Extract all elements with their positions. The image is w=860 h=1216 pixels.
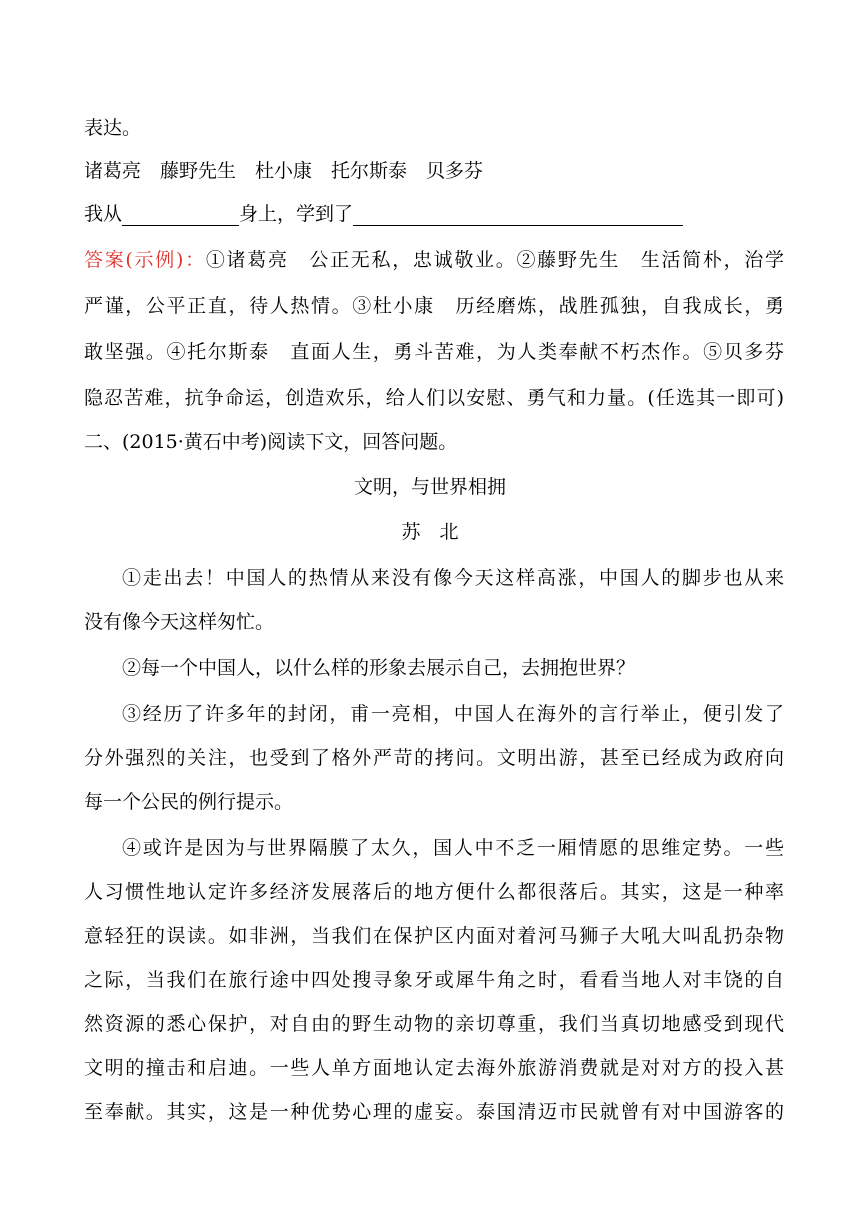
paragraph-line: ②每一个中国人，以什么样的形象去展示自己，去拥抱世界？ (122, 657, 636, 679)
paragraph-line: ④或许是因为与世界隔膜了太久，国人中不乏一厢情愿的思维定势。一些 (122, 837, 784, 859)
answer-line: 敢坚强。④托尔斯泰 直面人生，勇斗苦难，为人类奉献不朽杰作。⑤贝多芬 (84, 341, 784, 363)
answer-line: 严谨，公平正直，待人热情。③杜小康 历经磨炼，战胜孤独，自我成长，勇 (84, 295, 784, 317)
paragraph-line: 至奉献。其实，这是一种优势心理的虚妄。泰国清迈市民就曾有对中国游客的 (84, 1101, 784, 1123)
paragraph-line: 人习惯性地认定许多经济发展落后的地方便什么都很落后。其实，这是一种率 (84, 881, 784, 903)
article-author: 苏 北 (401, 521, 459, 543)
blank-learned-field[interactable] (353, 203, 683, 226)
name-list-line: 诸葛亮 藤野先生 杜小康 托尔斯泰 贝多芬 (84, 160, 484, 182)
article-title: 文明，与世界相拥 (353, 476, 506, 498)
paragraph-line: 意轻狂的误读。如非洲，当我们在保护区内面对着河马狮子大吼大叫乱扔杂物 (84, 925, 784, 947)
answer-line (84, 248, 784, 272)
paragraph-line: 之际，当我们在旅行途中四处搜寻象牙或犀牛角之时，看看当地人对丰饶的自 (84, 969, 784, 991)
blank-name-field[interactable] (122, 203, 239, 226)
answer-label: 答案(示例)： (84, 249, 206, 271)
paragraph-line: 没有像今天这样匆忙。 (84, 611, 275, 633)
paragraph-line: ①走出去！中国人的热情从来没有像今天这样高涨，中国人的脚步也从来 (122, 567, 784, 589)
fill-in-line (84, 202, 784, 226)
paragraph-line: ③经历了许多年的封闭，甫一亮相，中国人在海外的言行举止，便引发了 (122, 703, 784, 725)
answer-text: ①诸葛亮 公正无私，忠诚敬业。②藤野先生 生活简朴，治学 (205, 249, 784, 271)
answer-line: 隐忍苦难，抗争命运，创造欢乐，给人们以安慰、勇气和力量。(任选其一即可) (84, 387, 784, 409)
paragraph-line: 每一个公民的例行提示。 (84, 791, 294, 813)
text-line: 表达。 (84, 117, 142, 139)
paragraph-line: 分外强烈的关注，也受到了格外严苛的拷问。文明出游，甚至已经成为政府向 (84, 747, 784, 769)
fill-in-middle: 身上，学到了 (239, 203, 354, 225)
section-heading: 二、(2015·黄石中考)阅读下文，回答问题。 (84, 431, 458, 453)
paragraph-line: 文明的撞击和启迪。一些人单方面地认定去海外旅游消费就是对对方的投入甚 (84, 1057, 784, 1079)
fill-in-prefix: 我从 (84, 203, 123, 225)
paragraph-line: 然资源的悉心保护，对自由的野生动物的亲切尊重，我们当真切地感受到现代 (84, 1013, 784, 1035)
